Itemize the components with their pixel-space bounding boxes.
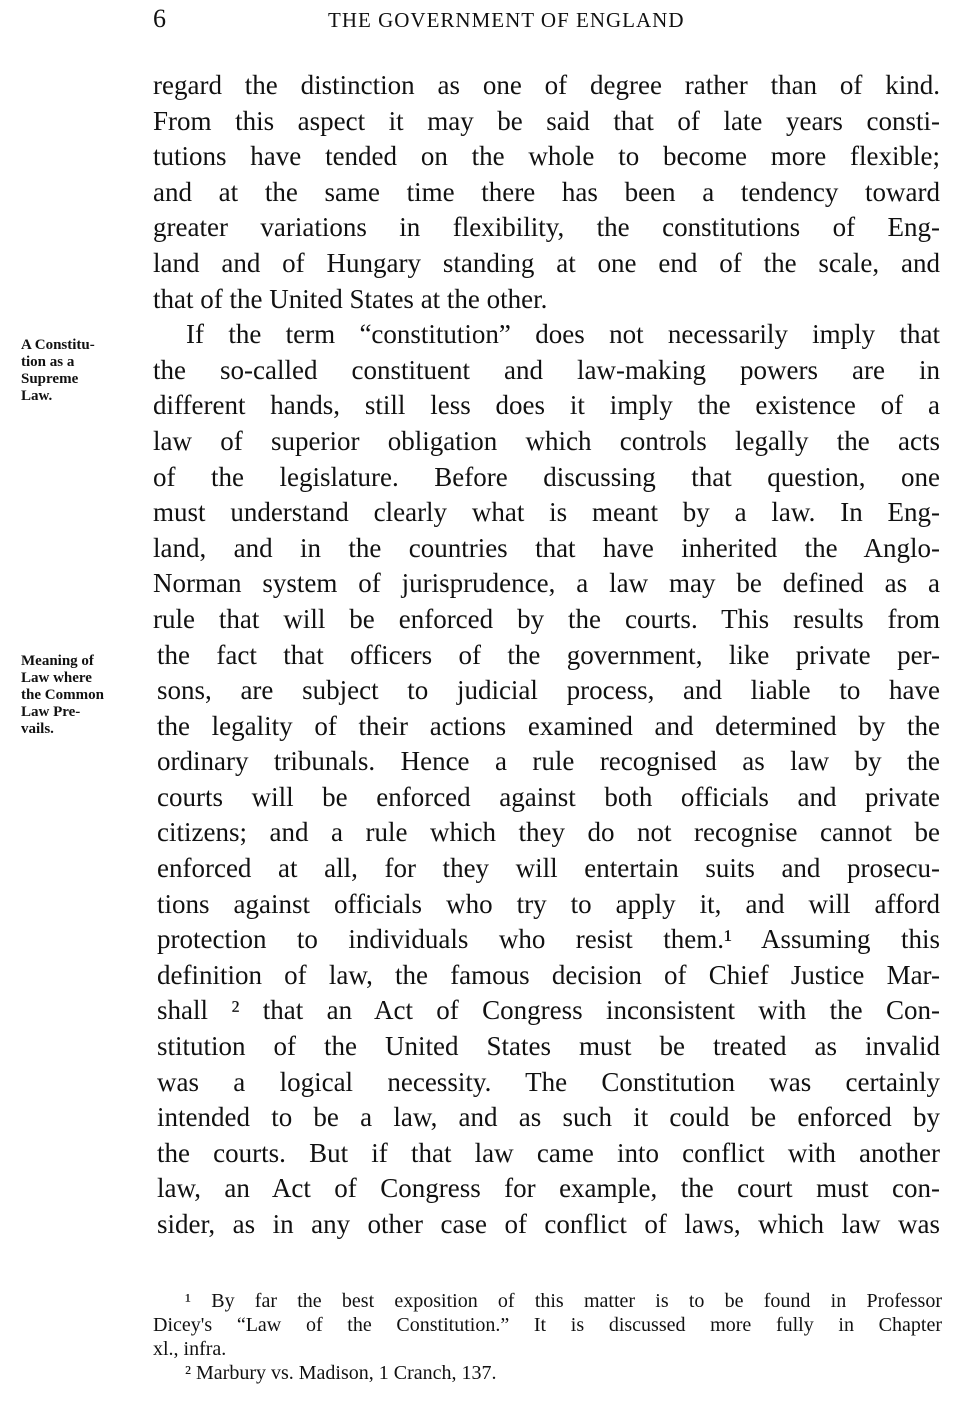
text-line: the so-called constituent and law-making powers are in [153,354,940,385]
text-line: different hands, still less does it imply the existence of a [153,390,940,421]
text-line: stitution of the United States must be treated as invalid [157,1031,940,1062]
text-line: law, an Act of Congress for example, the court must con- [157,1173,940,1204]
text-line: tutions have tended on the whole to become more flexible; [153,141,940,172]
text-line: the courts. But if that law came into conflict with another [157,1137,940,1168]
text-line: courts will be enforced against both officials and private [157,781,940,812]
text-line: the fact that officers of the government, like private per- [157,639,940,670]
sidenote-line: Law Pre- [21,704,81,720]
text-line: sons, are subject to judicial process, and liable to have [157,675,940,706]
page-number: 6 [153,4,167,33]
sidenote-line: Law where [21,670,92,686]
footnote-1-line: xl., infra. [153,1338,227,1360]
sidenote-line: Meaning of [21,653,94,669]
sidenote-meaning-of-law [21,653,146,738]
sidenote-line: A Constitu- [21,337,95,353]
text-line: land, and in the countries that have inherited the Anglo- [153,532,940,563]
body-text [153,68,940,1243]
text-line: greater variations in flexibility, the constitutions of Eng- [153,212,940,243]
text-line: enforced at all, for they will entertain suits and prosecu- [157,853,940,884]
text-line: must understand clearly what is meant by a law. In Eng- [153,497,940,528]
text-line: of the legislature. Before discussing that question, one [153,461,940,492]
footnote-2: ² Marbury vs. Madison, 1 Cranch, 137. [185,1362,497,1384]
sidenote-constitution-supreme-law [21,337,146,405]
footnotes [153,1289,942,1385]
text-line: that of the United States at the other. [153,283,548,314]
text-line: From this aspect it may be said that of late years consti- [153,105,940,136]
sidenote-line: tion as a [21,354,75,370]
text-line: intended to be a law, and as such it could be enforced by [157,1102,940,1133]
text-line: protection to individuals who resist them.¹ Assuming this [157,924,940,955]
text-line: If the term “constitution” does not necessarily imply that [186,319,940,350]
text-line: Norman system of jurisprudence, a law may be defined as a [153,568,940,599]
sidenote-line: Law. [21,388,53,404]
text-line: was a logical necessity. The Constitution was certainly [157,1066,940,1097]
text-line: definition of law, the famous decision of Chief Justice Mar- [157,959,940,990]
text-line: tions against officials who try to apply it, and will afford [157,888,940,919]
text-line: rule that will be enforced by the courts. This results from [153,603,940,634]
text-line: ordinary tribunals. Hence a rule recognised as law by the [157,746,940,777]
sidenote-line: Supreme [21,371,79,387]
running-title: THE GOVERNMENT OF ENGLAND [328,8,685,32]
sidenote-line: vails. [21,721,54,737]
text-line: shall ² that an Act of Congress inconsistent with the Con- [157,995,940,1026]
text-line: and at the same time there has been a tendency toward [153,176,940,207]
text-line: land and of Hungary standing at one end of the scale, and [153,247,940,278]
text-line: citizens; and a rule which they do not recognise cannot be [157,817,940,848]
text-line: the legality of their actions examined and determined by the [157,710,940,741]
footnote-1-line: Dicey's “Law of the Constitution.” It is discussed more fully in Chapter [153,1314,942,1336]
text-line: law of superior obligation which controls legally the acts [153,425,940,456]
sidenote-line: the Common [21,687,104,703]
footnote-1-line: ¹ By far the best exposition of this matter is to be found in Professor [185,1290,942,1312]
running-head [153,4,943,40]
text-line: regard the distinction as one of degree rather than of kind. [153,70,940,100]
text-line: sider, as in any other case of conflict of laws, which law was [157,1209,940,1239]
